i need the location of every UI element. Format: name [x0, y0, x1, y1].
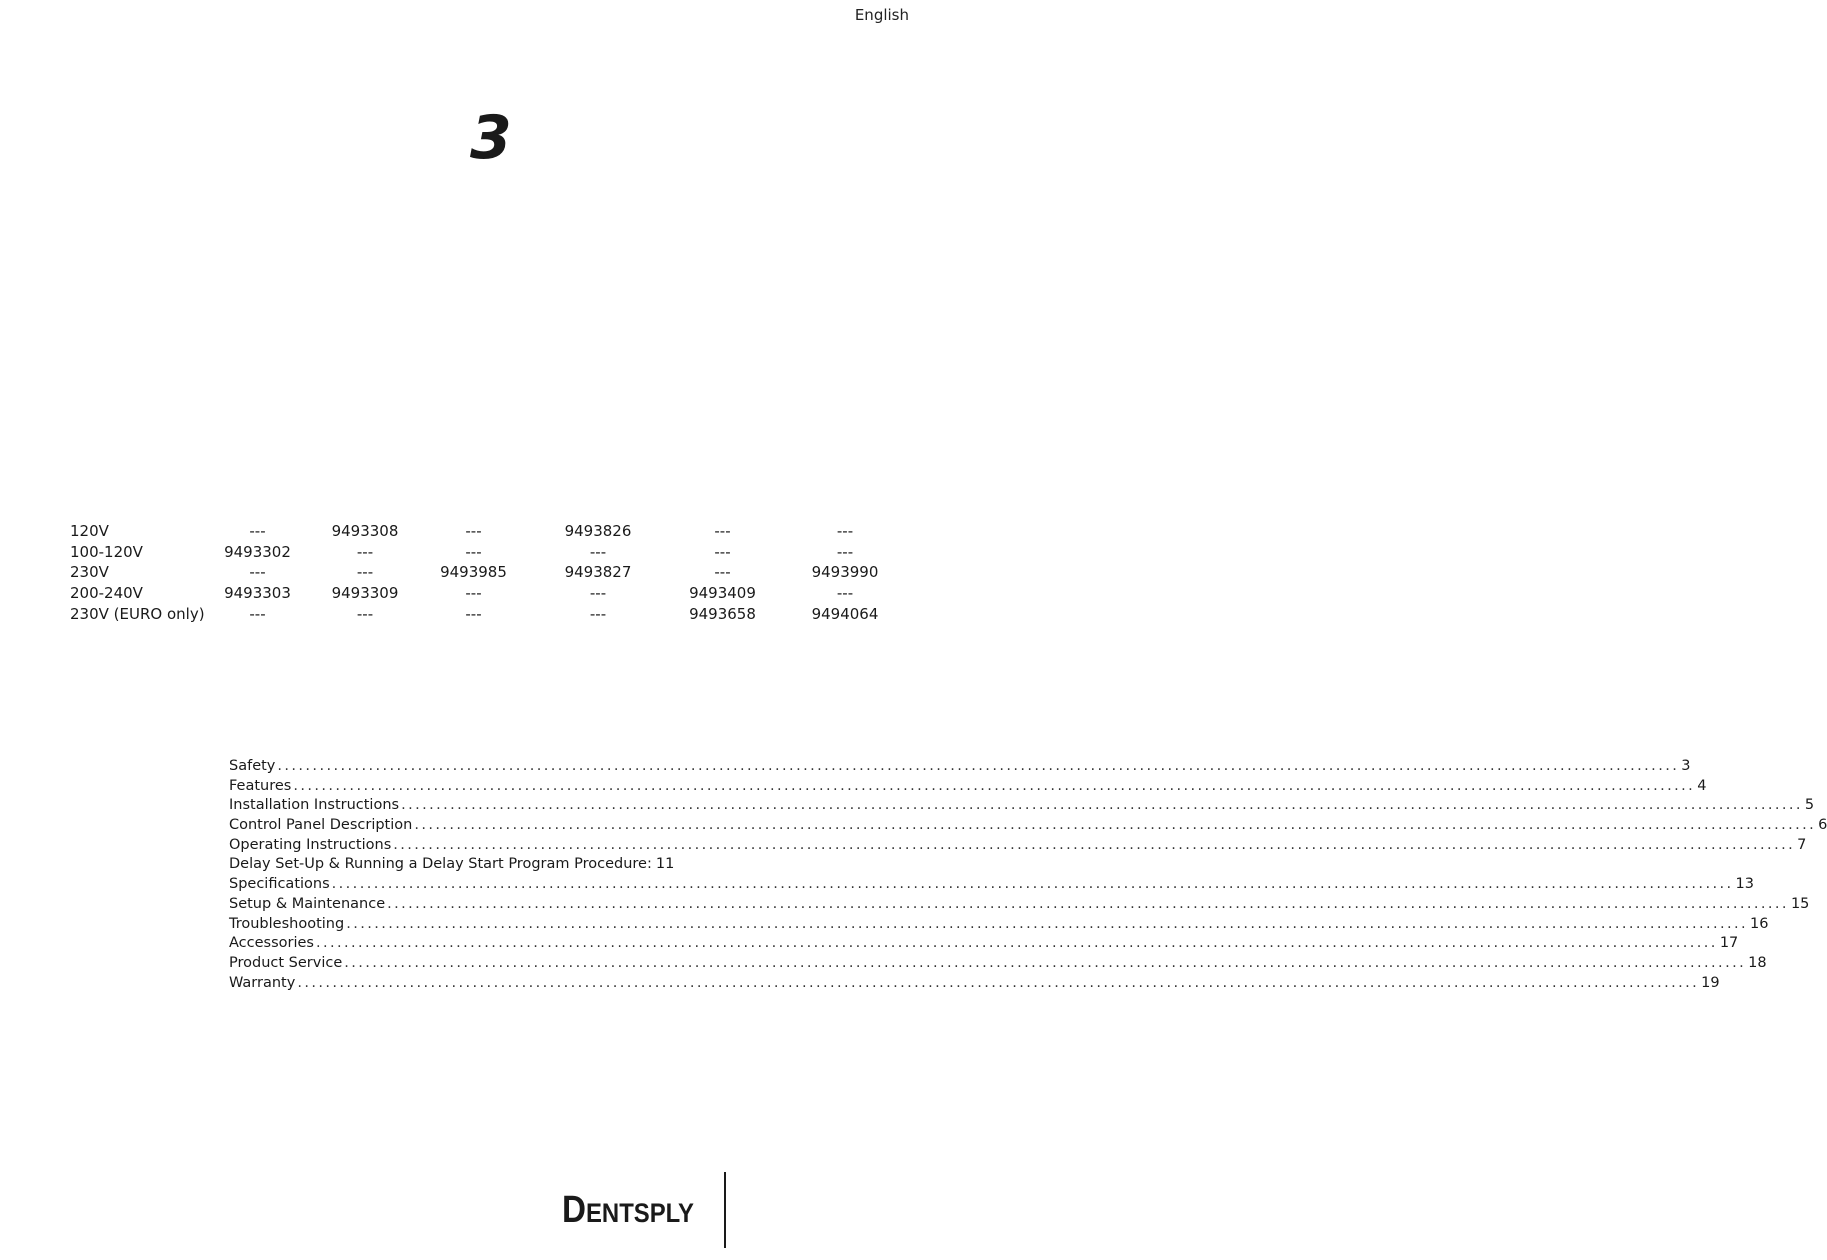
table-row — [70, 604, 929, 625]
toc-leader-dots: ........................................................................................................................................................................................................ — [414, 817, 1817, 834]
toc-title: Installation Instructions — [229, 797, 400, 814]
toc-entry — [229, 757, 1691, 777]
model-number-cell: --- — [589, 584, 607, 603]
model-number-cell: --- — [249, 563, 266, 582]
toc-leader-dots: ........................................................................................................................................................................................................ — [315, 935, 1718, 952]
toc-entry — [229, 796, 1815, 816]
model-number-cell: 9493658 — [689, 604, 756, 623]
model-numbers-table — [70, 521, 929, 625]
toc-page-number: 7 — [1797, 836, 1807, 853]
model-number-cell: --- — [714, 522, 731, 540]
toc-page-number: 13 — [1735, 876, 1754, 893]
model-number-cell: --- — [465, 542, 482, 561]
toc-entry — [229, 974, 1720, 994]
divider-line — [724, 1172, 726, 1248]
toc-leader-dots: ........................................................................................................................................................................................................ — [277, 758, 1680, 774]
model-number-cell: 9494064 — [811, 604, 879, 623]
table-row — [70, 542, 929, 563]
toc-title: Troubleshooting — [229, 915, 345, 932]
toc-title: Specifications — [229, 876, 330, 893]
voltage-label: 120V — [70, 522, 109, 540]
model-number-cell: --- — [836, 542, 854, 561]
toc-entry — [229, 777, 1707, 797]
toc-page-number: 11 — [655, 856, 675, 873]
toc-page-number: 18 — [1748, 954, 1767, 971]
toc-page-number: 3 — [1681, 758, 1691, 774]
model-number-cell: --- — [465, 584, 482, 603]
model-number-cell: 9493990 — [811, 563, 879, 582]
voltage-label: 230V (EURO only) — [70, 604, 205, 623]
voltage-label: 100-120V — [70, 542, 143, 561]
toc-title: Warranty — [229, 974, 296, 991]
toc-leader-dots: ........................................................................................................................................................................................................ — [344, 954, 1747, 971]
model-number-cell: --- — [356, 563, 374, 582]
model-number-cell: 9493409 — [689, 584, 756, 603]
svg-text:ENTSPLY: ENTSPLY — [586, 1198, 694, 1228]
toc-page-number: 15 — [1790, 895, 1810, 912]
page-number: 3 — [470, 103, 512, 173]
model-number-cell: 9493303 — [224, 584, 291, 603]
toc-leader-dots: ........................................................................................................................................................................................................ — [393, 836, 1796, 853]
toc-entry — [229, 954, 1767, 974]
toc-entry — [229, 855, 675, 875]
model-number-cell: --- — [249, 522, 266, 540]
voltage-label: 200-240V — [70, 584, 143, 603]
table-of-contents — [229, 757, 1827, 993]
model-number-cell: --- — [589, 604, 607, 623]
toc-entry — [229, 836, 1807, 856]
toc-entry — [229, 875, 1754, 895]
toc-title: Product Service — [229, 954, 343, 971]
model-number-cell: --- — [249, 604, 266, 623]
model-number-cell: --- — [465, 604, 482, 623]
table-row — [70, 521, 929, 542]
model-number-cell: 9493302 — [224, 542, 291, 561]
model-number-cell: --- — [836, 522, 854, 540]
model-number-cell: 9493827 — [564, 563, 632, 582]
table-row — [70, 562, 929, 583]
toc-title: Delay Set-Up & Running a Delay Start Program Procedure: — [229, 856, 652, 873]
toc-leader-dots: ........................................................................................................................................................................................................ — [297, 974, 1700, 991]
toc-title: Accessories — [229, 935, 314, 952]
toc-leader-dots: ........................................................................................................................................................................................................ — [387, 895, 1789, 912]
voltage-label: 230V — [70, 563, 109, 582]
toc-leader-dots: ........................................................................................................................................................................................................ — [346, 915, 1749, 932]
model-number-cell: --- — [356, 542, 374, 561]
toc-page-number: 17 — [1719, 935, 1739, 952]
toc-page-number: 16 — [1750, 915, 1769, 932]
toc-title: Features — [229, 777, 292, 794]
toc-title: Setup & Maintenance — [229, 895, 386, 912]
toc-leader-dots: ........................................................................................................................................................................................................ — [331, 876, 1734, 893]
toc-entry — [229, 895, 1810, 915]
model-number-cell: --- — [836, 584, 854, 603]
toc-leader-dots: ........................................................................................................................................................................................................ — [401, 797, 1803, 814]
toc-page-number: 5 — [1804, 797, 1815, 814]
toc-page-number: 19 — [1701, 974, 1720, 991]
model-number-cell: --- — [714, 563, 731, 582]
toc-entry — [229, 816, 1827, 836]
dentsply-logo — [562, 1186, 696, 1231]
model-number-cell: 9493826 — [564, 522, 632, 540]
toc-leader-dots: ........................................................................................................................................................................................................ — [293, 777, 1696, 794]
model-number-cell: --- — [714, 542, 731, 561]
language-label: English — [854, 6, 909, 24]
toc-title: Control Panel Description — [229, 817, 413, 834]
toc-title: Safety — [229, 758, 276, 774]
svg-text:D: D — [562, 1189, 586, 1231]
model-number-cell: --- — [465, 522, 482, 540]
toc-page-number: 4 — [1697, 777, 1707, 794]
model-number-cell: 9493985 — [440, 563, 507, 582]
model-number-cell: --- — [356, 604, 374, 623]
model-number-cell: --- — [589, 542, 607, 561]
toc-title: Operating Instructions — [229, 836, 392, 853]
toc-entry — [229, 915, 1769, 935]
model-number-cell: 9493309 — [331, 584, 399, 603]
model-number-cell: 9493308 — [331, 522, 399, 540]
toc-page-number: 6 — [1818, 817, 1827, 834]
toc-entry — [229, 934, 1739, 954]
table-row — [70, 583, 929, 604]
